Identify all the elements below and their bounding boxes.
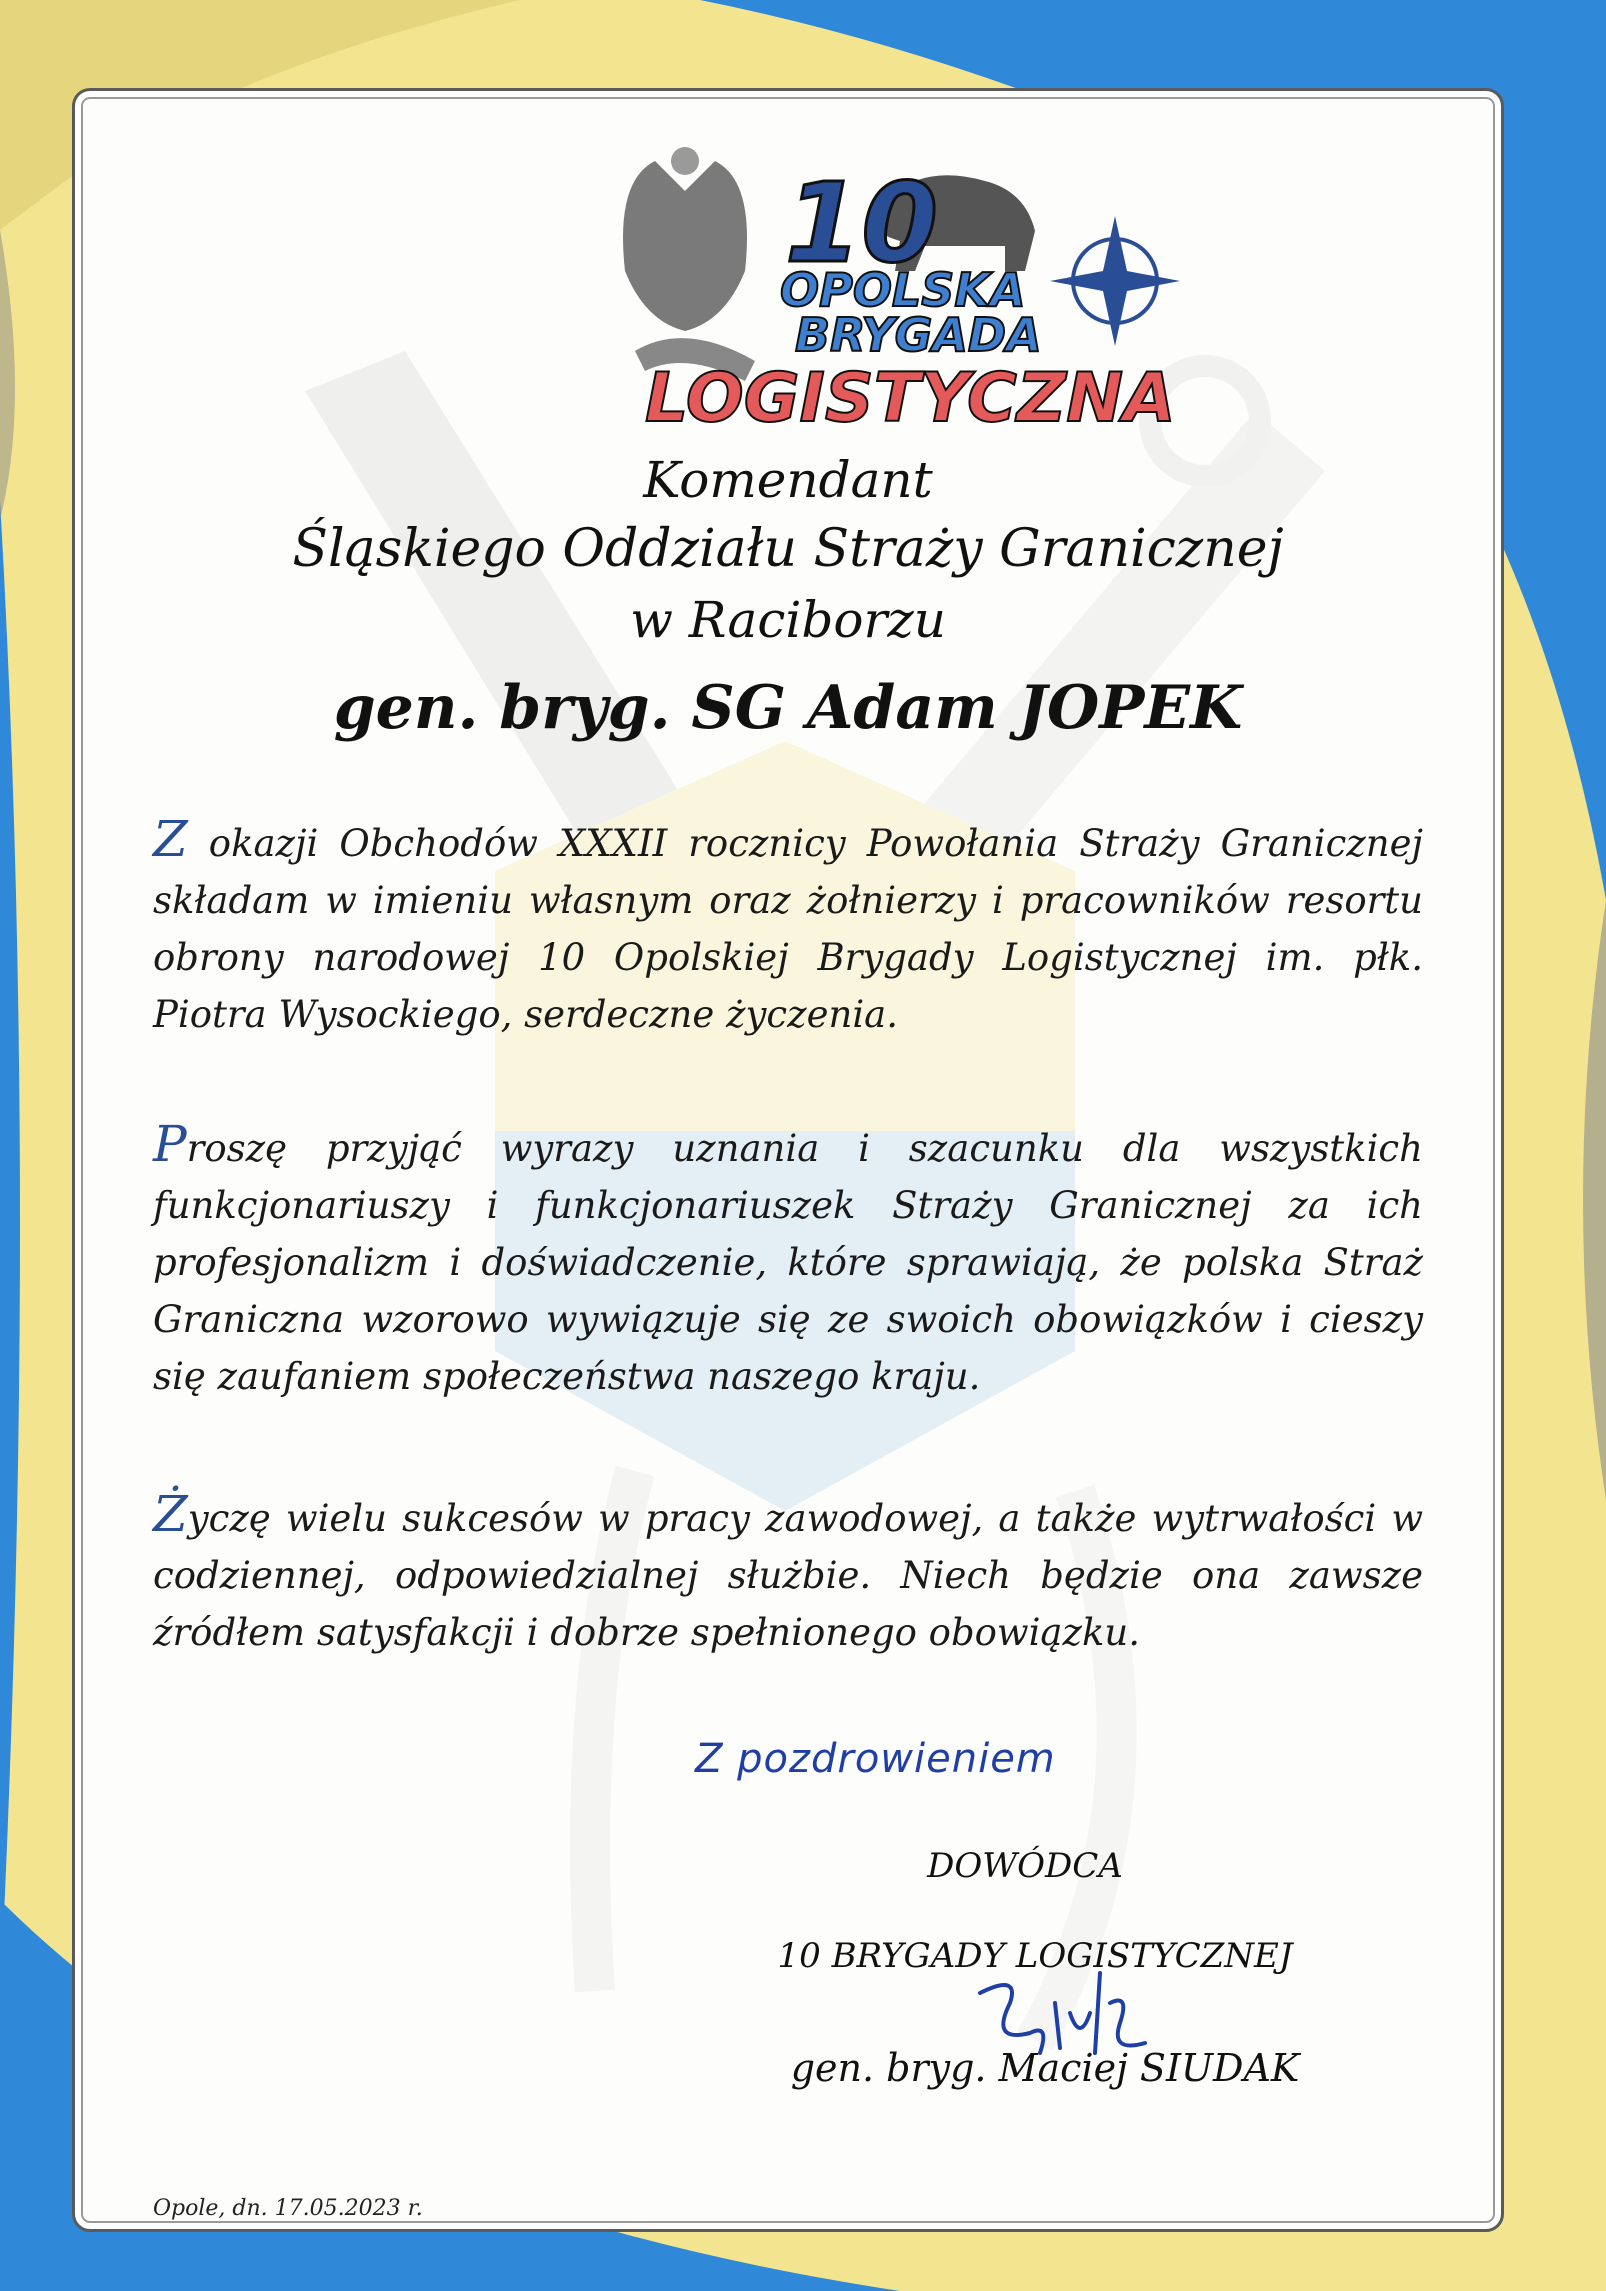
- dropcap-3: Ż: [153, 1485, 188, 1543]
- addressee-location: w Raciborzu: [630, 591, 946, 649]
- eagle-emblem: [623, 147, 755, 381]
- paragraph-3-text: yczę wielu sukcesów w pracy zawodowej, a także wytrwałości w codziennej, odpowiedzialnej służbie. Niech będzie ona zawsze źródłem satysfakcji i dobrze spełnionego obowiązku.: [153, 1497, 1423, 1654]
- brigade-logo: [555, 121, 1195, 451]
- paragraph-1-text: okazji Obchodów XXXII rocznicy Powołania Straży Granicznej składam w imieniu własnym oraz żołnierzy i pracowników resortu obrony narodowej 10 Opolskiej Brygady Logistycznej im. płk. Piotra Wysockiego, serdeczne życzenia.: [153, 822, 1423, 1036]
- paragraph-2-text: roszę przyjąć wyrazy uznania i szacunku dla wszystkich funkcjonariuszy i funkcjonariuszek Straży Granicznej za ich profesjonalizm i doświadczenie, które sprawiają, że polska Straż Graniczna wzorowo wywiązuje się ze swoich obowiązków i cieszy się zaufaniem społeczeństwa naszego kraju.: [153, 1127, 1423, 1398]
- addressee-name: gen. bryg. SG Adam JOPEK: [333, 673, 1243, 743]
- handwritten-greeting: [685, 1726, 1185, 1806]
- handwritten-greeting-text: Z pozdrowieniem: [695, 1736, 1056, 1782]
- logo-line2: BRYGADA: [795, 308, 1042, 362]
- compass-star-icon: [1050, 216, 1180, 346]
- paragraph-3: [153, 1486, 1423, 1661]
- signatory-title: DOWÓDCA: [927, 1846, 1123, 1886]
- logo-number: 10: [785, 159, 939, 287]
- dropcap-1: Z: [153, 810, 188, 868]
- logo-line1: OPOLSKA: [780, 263, 1026, 317]
- logo-line3: LOGISTYCZNA: [645, 359, 1176, 438]
- place-date: Opole, dn. 17.05.2023 r.: [153, 2196, 423, 2221]
- dropcap-2: P: [153, 1115, 187, 1173]
- signatory-unit: 10 BRYGADY LOGISTYCZNEJ: [777, 1936, 1293, 1976]
- addressee-office: Śląskiego Oddziału Straży Granicznej: [292, 519, 1284, 579]
- document-frame: [72, 88, 1504, 2232]
- paragraph-1: [153, 811, 1423, 1043]
- paragraph-2: [153, 1116, 1423, 1405]
- signatory-name: gen. bryg. Maciej SIUDAK: [790, 2046, 1300, 2090]
- addressee-title: Komendant: [643, 451, 933, 509]
